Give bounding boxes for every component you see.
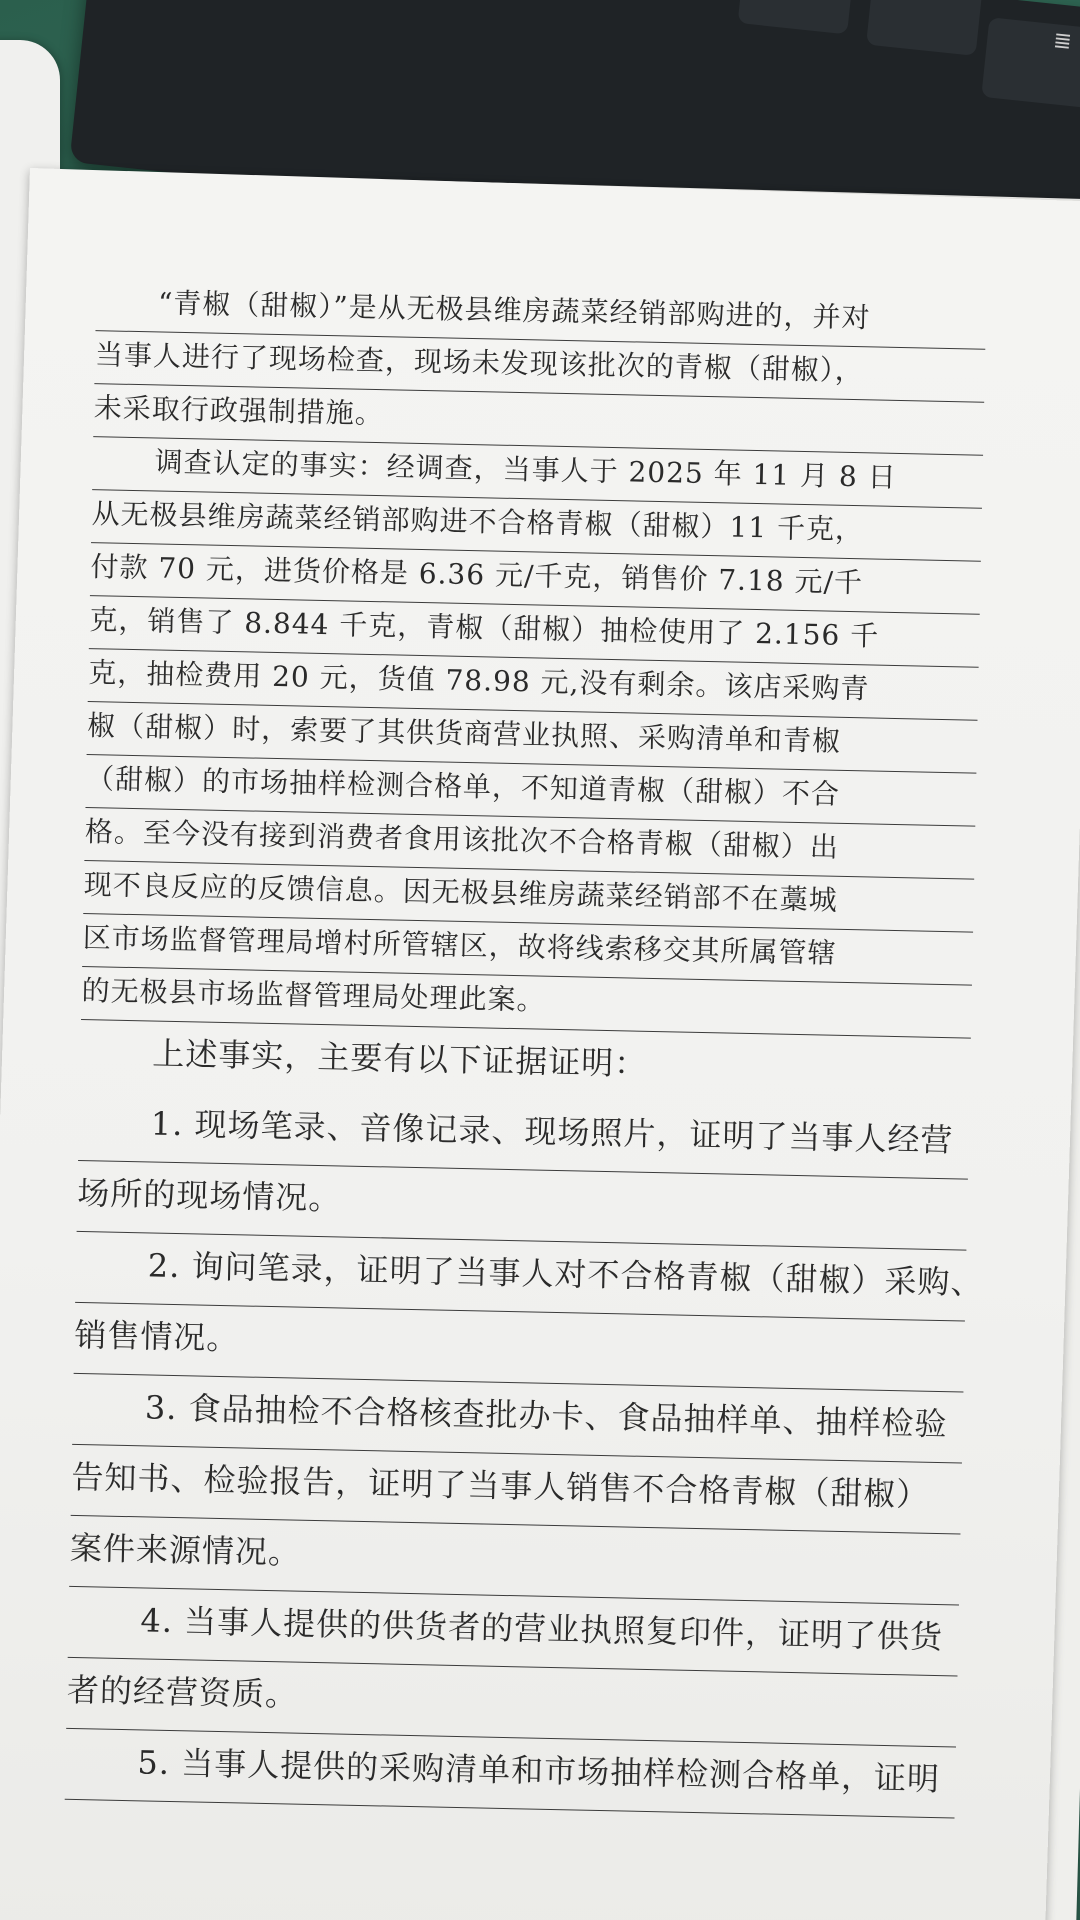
text-line: 付款 70 元，进货价格是 6.36 元/千克，销售价 7.18 元/千	[90, 543, 981, 615]
keyboard-key	[866, 0, 984, 56]
text-line: 克，销售了 8.844 千克，青椒（甜椒）抽检使用了 2.156 千	[89, 596, 980, 668]
text-line: “青椒（甜椒）”是从无极县维房蔬菜经销部购进的，并对	[95, 278, 986, 350]
text-line: 的无极县市场监督管理局处理此案。	[81, 967, 972, 1039]
text-line: （甜椒）的市场抽样检测合格单，不知道青椒（甜椒）不合	[85, 755, 976, 827]
menu-key-icon: ≣	[1051, 28, 1073, 55]
document-page	[0, 168, 1080, 1920]
evidence-item-3-line: 告知书、检验报告，证明了当事人销售不合格青椒（甜椒）	[71, 1445, 962, 1535]
text-line: 现不良反应的反馈信息。因无极县维房蔬菜经销部不在藁城	[83, 861, 974, 933]
evidence-item-1-line: 1. 现场笔录、音像记录、现场照片，证明了当事人经营	[78, 1090, 969, 1180]
text-line: 区市场监督管理局增村所管辖区，故将线索移交其所属管辖	[82, 914, 973, 986]
evidence-heading: 上述事实，主要有以下证据证明：	[151, 1034, 648, 1083]
evidence-item-2-line: 销售情况。	[74, 1303, 965, 1393]
text-line: 格。至今没有接到消费者食用该批次不合格青椒（甜椒）出	[84, 808, 975, 880]
text-line: 未采取行政强制措施。	[93, 384, 984, 456]
text-line: 克，抽检费用 20 元，货值 78.98 元,没有剩余。该店采购青	[88, 649, 979, 721]
text-line: 从无极县维房蔬菜经销部购进不合格青椒（甜椒）11 千克，	[91, 490, 982, 562]
document-body	[65, 278, 987, 1818]
evidence-item-2-line: 2. 询问笔录，证明了当事人对不合格青椒（甜椒）采购、	[75, 1232, 966, 1322]
text-line: 当事人进行了现场检查，现场未发现该批次的青椒（甜椒），	[94, 331, 985, 403]
evidence-item-3-line: 案件来源情况。	[69, 1516, 960, 1606]
evidence-item-4-line: 者的经营资质。	[66, 1658, 957, 1748]
evidence-item-1-line: 场所的现场情况。	[77, 1161, 968, 1251]
keyboard-key	[981, 17, 1080, 108]
evidence-item-3-line: 3. 食品抽检不合格核查批办卡、食品抽样单、抽样检验	[72, 1374, 963, 1464]
evidence-item-5-line: 5. 当事人提供的采购清单和市场抽样检测合格单，证明	[65, 1729, 956, 1819]
text-line: 调查认定的事实：经调查，当事人于 2025 年 11 月 8 日	[92, 437, 983, 509]
evidence-item-4-line: 4. 当事人提供的供货者的营业执照复印件，证明了供货	[68, 1587, 959, 1677]
paragraph-facts-intro	[93, 278, 986, 456]
paragraph-findings	[81, 437, 983, 1039]
text-line: 椒（甜椒）时，索要了其供货商营业执照、采购清单和青椒	[87, 702, 978, 774]
evidence-section	[65, 1020, 984, 1818]
keyboard-key	[738, 0, 856, 34]
